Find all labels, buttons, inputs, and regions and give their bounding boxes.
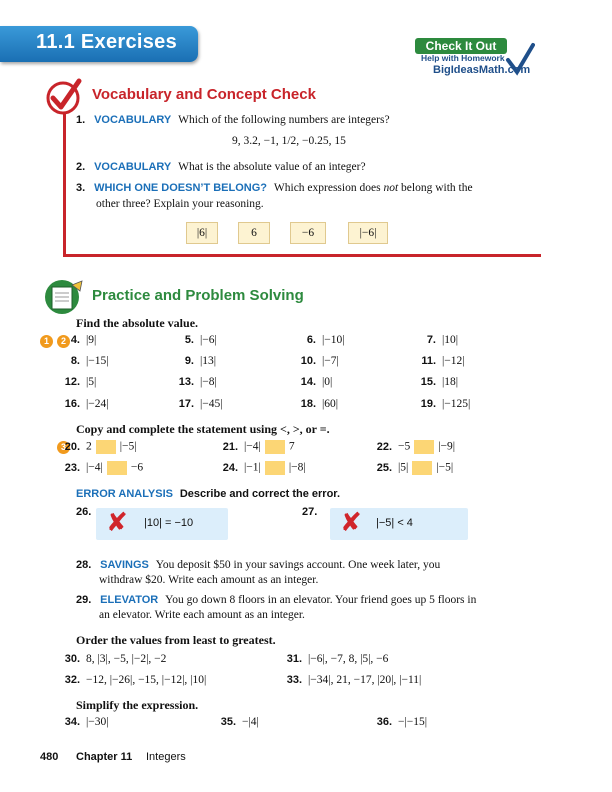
exercise-number: 18.: [300, 398, 316, 410]
exercise-expression: −|4|: [242, 716, 259, 728]
exercise-number: 22.: [376, 440, 392, 453]
exercise-expression: |−10|: [322, 334, 345, 346]
exercise-number: 17.: [178, 398, 194, 410]
exercise-item: [172, 355, 216, 367]
exercise-item: [414, 376, 458, 388]
exercise-item: [294, 355, 339, 367]
exercise-item: [294, 376, 332, 388]
exercise-item: [280, 674, 421, 686]
exercise-expression: |10|: [442, 334, 459, 346]
exercise-expression: |−15|: [86, 355, 109, 367]
notepad-pencil-icon: [42, 277, 88, 317]
exercise-number: 10.: [300, 355, 316, 367]
exercise-values: |−6|, −7, 8, |5|, −6: [308, 653, 389, 665]
exercise-item: [414, 334, 458, 346]
left-operand: |−4|: [86, 461, 103, 474]
left-operand: |−1|: [244, 461, 261, 474]
right-operand: 7: [288, 440, 295, 453]
answer-blank[interactable]: [265, 440, 285, 454]
chapter-topic: Integers: [146, 751, 186, 763]
x-mark-icon: ✘: [106, 508, 128, 538]
exercise-number: 32.: [64, 674, 80, 686]
answer-blank[interactable]: [265, 461, 285, 475]
exercise-item: [294, 398, 338, 410]
question-text: You go down 8 floors in an elevator. Your friend goes up 5 floors in: [165, 594, 477, 606]
right-operand: |−9|: [438, 440, 456, 453]
left-operand: |5|: [398, 461, 409, 474]
exercise-number: 12.: [64, 376, 80, 388]
exercise-item: [58, 376, 96, 388]
vocab-heading: Vocabulary and Concept Check: [92, 86, 316, 103]
error-expression: |10| = −10: [144, 517, 194, 529]
exercise-item: [172, 334, 217, 346]
simplify-heading: Simplify the expression.: [76, 698, 199, 712]
logo-site: BigIdeasMath.com: [433, 64, 531, 76]
question-29-line2: an elevator. Write each amount as an integer.: [99, 609, 305, 621]
question-2: [76, 161, 366, 173]
exercise-number: 19.: [420, 398, 436, 410]
exercise-number: 6.: [306, 334, 316, 346]
question-number: 1.: [76, 114, 86, 126]
exercise-expression: |−8|: [200, 376, 217, 388]
expression-card: −6: [290, 222, 326, 244]
left-operand: |−4|: [244, 440, 261, 453]
exercise-expression: |9|: [86, 334, 97, 346]
page-number: 480: [40, 751, 59, 763]
question-28-line2: withdraw $20. Write each amount as an integer.: [99, 574, 319, 586]
exercise-number: 36.: [376, 716, 392, 728]
exercise-number: [76, 506, 97, 518]
left-operand: 2: [86, 440, 92, 453]
exercise-number: 9.: [184, 355, 194, 367]
exercise-number: 20.: [64, 440, 80, 453]
question-number: 3.: [76, 182, 86, 194]
exercise-values: 8, |3|, −5, |−2|, −2: [86, 653, 167, 665]
exercise-item: [214, 716, 259, 728]
right-operand: |−5|: [436, 461, 454, 474]
exercise-expression: −|−15|: [398, 716, 428, 728]
exercise-item: [216, 440, 295, 454]
exercise-item: [58, 716, 109, 728]
exercise-expression: |0|: [322, 376, 333, 388]
checkmark-circle-icon: [43, 76, 83, 116]
exercise-item: [414, 398, 470, 410]
question-text: You deposit $50 in your savings account. One week later, you: [155, 559, 441, 571]
exercise-number: 11.: [421, 355, 436, 367]
exercise-expression: |−45|: [200, 398, 223, 410]
question-keyword: SAVINGS: [100, 559, 149, 571]
question-number: 28.: [76, 559, 92, 571]
exercise-expression: |60|: [322, 398, 339, 410]
exercise-item: [58, 674, 206, 686]
expression-card: 6: [238, 222, 270, 244]
question-3: [76, 182, 473, 194]
exercise-number: 13.: [178, 376, 194, 388]
vocab-section-border: [63, 113, 66, 257]
exercise-item: [58, 355, 109, 367]
error-analysis-text: Describe and correct the error.: [179, 488, 341, 500]
find-absolute-value-heading: Find the absolute value.: [76, 316, 199, 330]
exercise-number: 24.: [222, 461, 238, 474]
exercise-item: [370, 716, 427, 728]
exercise-number: 15.: [420, 376, 436, 388]
exercise-number: 14.: [300, 376, 316, 388]
chapter-label: Chapter 11: [76, 751, 133, 763]
error-box: [96, 508, 228, 540]
exercise-item: [280, 653, 388, 665]
example-bubble[interactable]: 2: [57, 335, 70, 348]
exercise-expression: |−125|: [442, 398, 471, 410]
exercise-num: 27.: [302, 506, 318, 518]
checkmark-icon: [505, 42, 535, 76]
exercise-expression: |−30|: [86, 716, 109, 728]
exercise-number: 21.: [222, 440, 238, 453]
exercise-item: [370, 461, 453, 475]
question-keyword: WHICH ONE DOESN’T BELONG?: [94, 182, 268, 194]
question-keyword: VOCABULARY: [94, 114, 172, 126]
exercise-item: [172, 376, 217, 388]
exercise-number: 31.: [286, 653, 302, 665]
right-operand: −6: [130, 461, 144, 474]
exercise-item: [58, 398, 109, 410]
integer-list: 9, 3.2, −1, 1/2, −0.25, 15: [232, 135, 346, 147]
practice-heading: Practice and Problem Solving: [92, 287, 304, 304]
check-it-out-logo[interactable]: [415, 38, 539, 80]
left-operand: −5: [398, 440, 411, 453]
exercise-number: 4.: [70, 334, 80, 346]
answer-blank[interactable]: [412, 461, 432, 475]
error-box: [330, 508, 468, 540]
exercise-num: 26.: [76, 506, 92, 518]
exercise-number: 23.: [64, 461, 80, 474]
answer-blank[interactable]: [96, 440, 116, 454]
question-28: [76, 559, 440, 571]
question-3-line2: other three? Explain your reasoning.: [96, 198, 264, 210]
exercise-item: [58, 653, 166, 665]
answer-blank[interactable]: [414, 440, 434, 454]
right-operand: |−5|: [119, 440, 137, 453]
exercise-number: 25.: [376, 461, 392, 474]
question-29: [76, 594, 476, 606]
expression-card: |−6|: [348, 222, 388, 244]
exercise-expression: |−7|: [322, 355, 339, 367]
error-analysis-heading: [76, 488, 340, 500]
example-bubble[interactable]: 1: [40, 335, 53, 348]
example-bubble[interactable]: 3: [57, 441, 70, 454]
question-emphasis: not: [383, 182, 399, 194]
exercise-item: [414, 355, 465, 367]
error-analysis-keyword: ERROR ANALYSIS: [76, 488, 173, 500]
question-keyword: ELEVATOR: [100, 594, 159, 606]
question-text: belong with the: [401, 182, 473, 194]
question-text: Which expression does: [273, 182, 381, 194]
exercise-item: [370, 440, 455, 454]
exercise-number: [302, 506, 323, 518]
exercise-number: 5.: [184, 334, 194, 346]
x-mark-icon: ✘: [340, 508, 362, 538]
exercise-number: 35.: [220, 716, 236, 728]
exercise-expression: |5|: [86, 376, 97, 388]
question-text: What is the absolute value of an integer?: [178, 161, 366, 173]
question-text: Which of the following numbers are integers?: [178, 114, 390, 126]
section-title: 11.1 Exercises: [36, 31, 177, 53]
expression-card: |6|: [186, 222, 218, 244]
exercise-values: |−34|, 21, −17, |20|, |−11|: [308, 674, 422, 686]
exercise-item: [294, 334, 345, 346]
exercise-number: 7.: [426, 334, 436, 346]
exercise-number: 33.: [286, 674, 302, 686]
exercise-number: 8.: [70, 355, 80, 367]
logo-subtitle: Help with Homework: [421, 53, 505, 63]
compare-heading: Copy and complete the statement using <, >, or =.: [76, 422, 330, 436]
exercise-expression: |−6|: [200, 334, 217, 346]
exercise-number: 34.: [64, 716, 80, 728]
answer-blank[interactable]: [107, 461, 127, 475]
exercise-number: 30.: [64, 653, 80, 665]
question-number: 29.: [76, 594, 92, 606]
vocab-section-border-bottom: [63, 254, 541, 257]
exercise-values: −12, |−26|, −15, |−12|, |10|: [86, 674, 207, 686]
right-operand: |−8|: [288, 461, 306, 474]
exercise-expression: |−24|: [86, 398, 109, 410]
exercise-number: 16.: [64, 398, 80, 410]
exercise-expression: |−12|: [442, 355, 465, 367]
question-keyword: VOCABULARY: [94, 161, 172, 173]
question-1: [76, 114, 390, 126]
error-expression: |−5| < 4: [376, 517, 413, 529]
exercise-item: [58, 440, 137, 454]
question-number: 2.: [76, 161, 86, 173]
exercise-item: [216, 461, 306, 475]
exercise-item: [58, 461, 143, 475]
order-heading: Order the values from least to greatest.: [76, 633, 276, 647]
exercise-expression: |18|: [442, 376, 459, 388]
exercise-item: [172, 398, 223, 410]
exercise-expression: |13|: [200, 355, 217, 367]
logo-title: Check It Out: [415, 38, 507, 54]
exercise-item: [58, 334, 96, 346]
